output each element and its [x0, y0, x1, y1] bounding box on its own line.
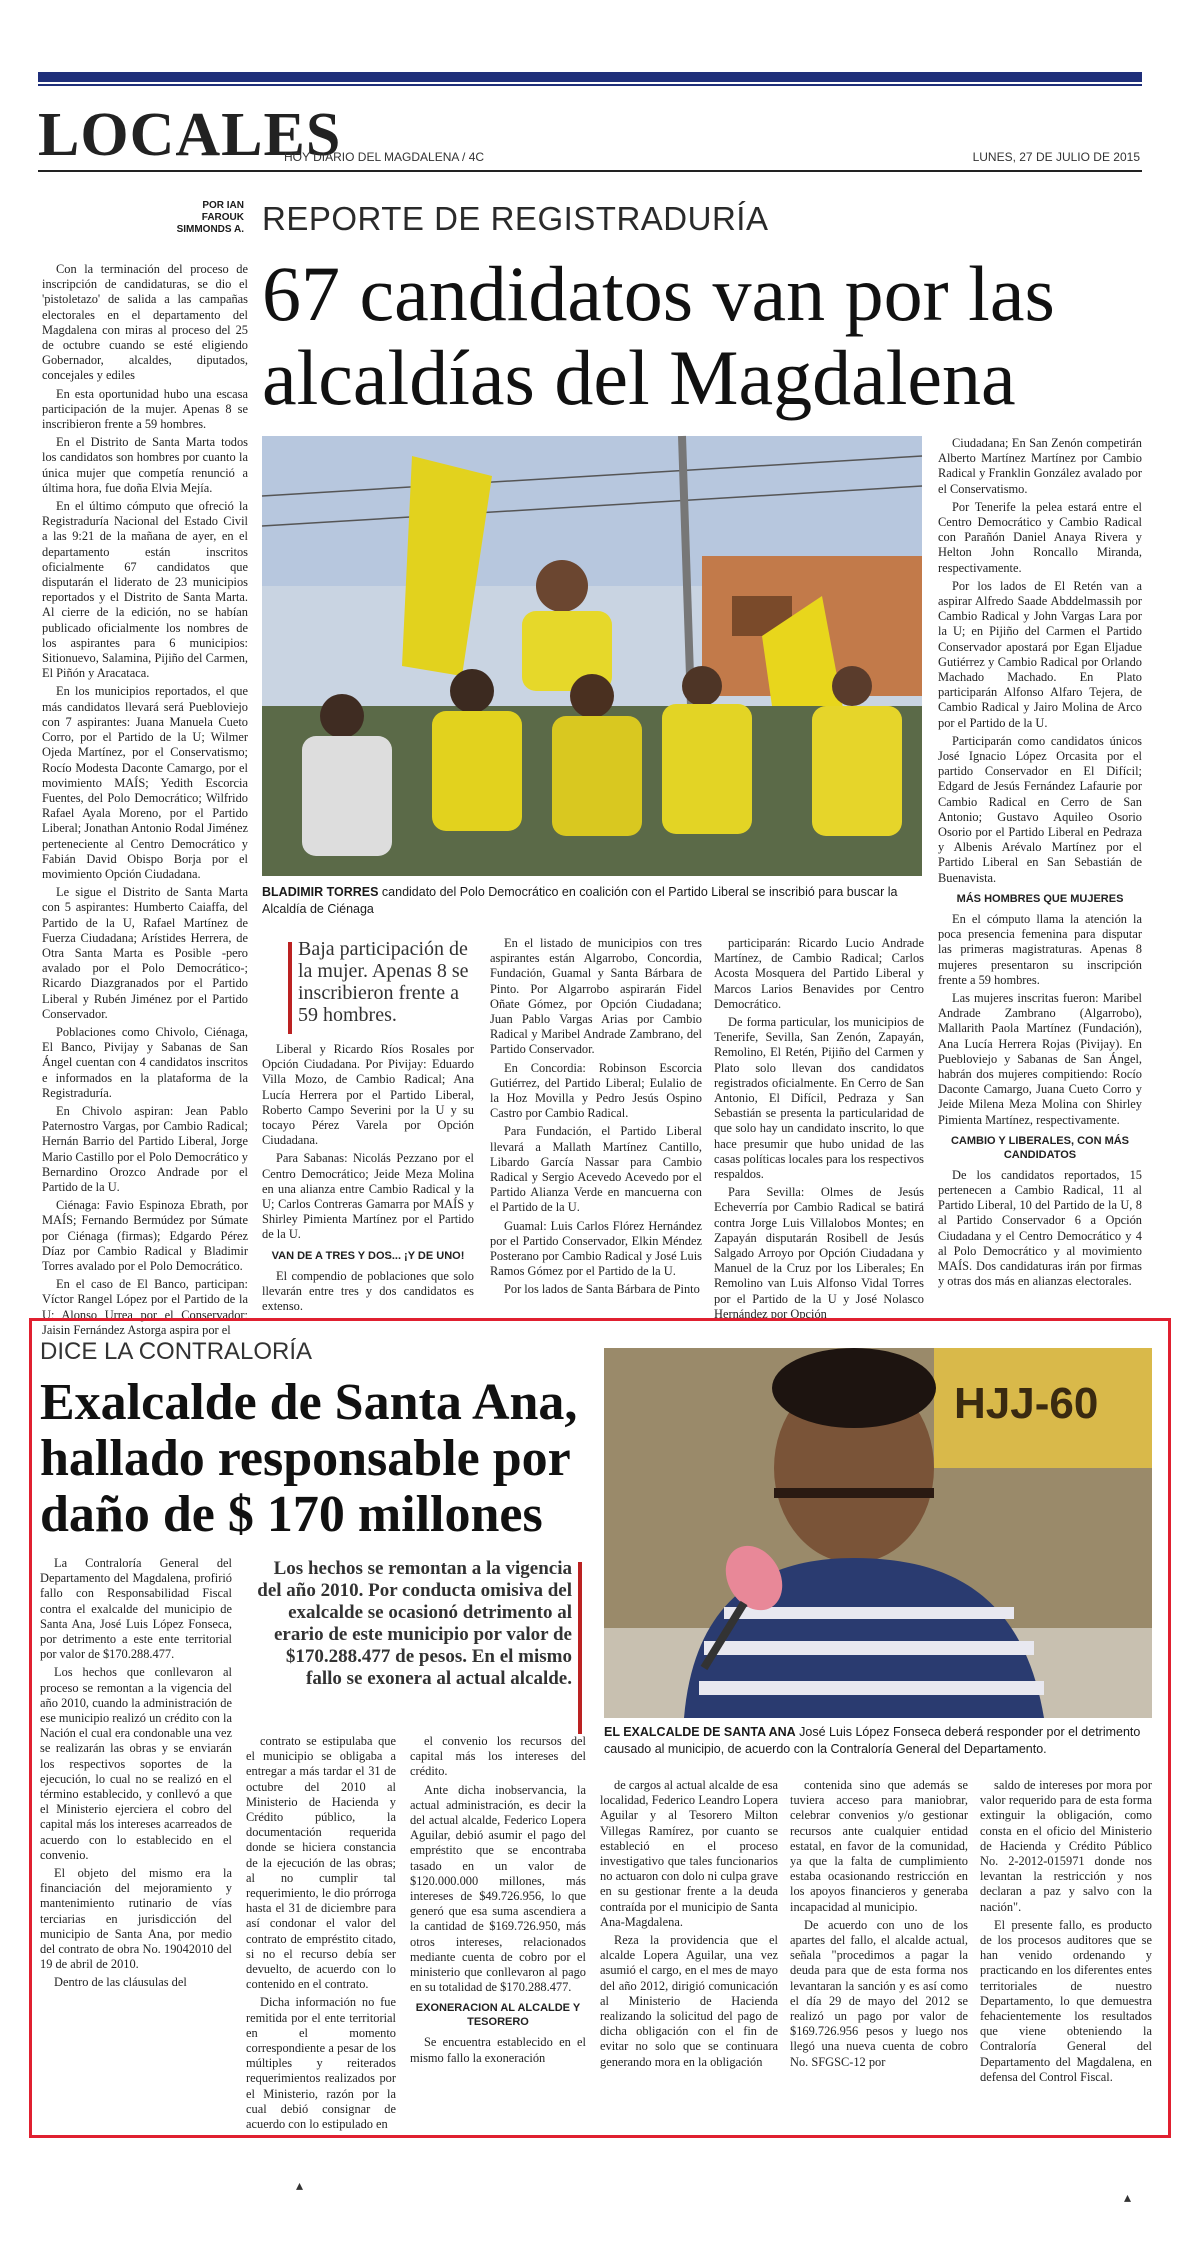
paragraph: Ciudadana; En San Zenón competirán Alberto Martínez Martínez por Cambio Radical y Franklin González avalado por el Conservatismo.: [938, 436, 1142, 496]
story2-column-5: [790, 1778, 968, 2130]
pullquote2-bar: [578, 1562, 582, 1734]
issue-date: LUNES, 27 DE JULIO DE 2015: [972, 150, 1140, 164]
story2-headline: Exalcalde de Santa Ana, hallado responsable por daño de $ 170 millones: [40, 1374, 578, 1543]
paragraph: En el Distrito de Santa Marta todos los candidatos son hombres por cuanto la única mujer que competía renunció a última hora, fue doña Elvia Mejía.: [42, 435, 248, 495]
story2-kicker: DICE LA CONTRALORÍA: [40, 1338, 313, 1365]
paragraph: Ante dicha inobservancia, la actual administración, es decir la del actual alcalde, Federico Lopera Aguilar, debió asumir el pago del empréstito que se encontraba tasado en un valor de $120.000.000 millones, más intereses de $49.726.956, lo que generó que esa suma ascendiera a la cantidad de $169.726.950, más otros intereses, relacionados mediante cuenta de cobro por el ministerio que conllevaron al pago en su totalidad de $170.288.477.: [410, 1782, 586, 1995]
crop-mark-right: ▴: [1124, 2190, 1132, 2206]
paragraph: Para Fundación, el Partido Liberal llevará a Mallath Martínez Cantillo, Libardo García Nassar para Cambio Radical y Sergio Acevedo Acevedo por el Partido Alianza Verde en mancuerna con el Partido de la U.: [490, 1124, 702, 1215]
paragraph: saldo de intereses por mora por valor requerido para de esta forma extinguir la obligación, como consta en el oficio del Ministerio de Hacienda y Crédito Público No. 2-2012-015971 donde nos levantan la restricción y nos declaran a paz y salvo con la nación".: [980, 1778, 1152, 1914]
story1-pullquote: [298, 938, 470, 1026]
paragraph: Por los lados de El Retén van a aspirar Alfredo Saade Abddelmassih por Cambio Radical y John Vargas Lara por la U; en Pijiño del Carmen el Partido Conservador apostará por Egan Eljadue Gutiérrez y Cambio Radical por Orlando Machado Machado. En Plato participarán Alfonso Alfaro Tejera, de Cambio Radical y Jairo Molina de Arco por el Partido de la U.: [938, 578, 1142, 730]
story2-column-1: [40, 1556, 232, 2130]
story1-photo: [262, 436, 922, 876]
caption2-text: José Luis López Fonseca deberá responder por el detrimento causado al municipio, de acuerdo con la Contraloría General del Departamento.: [604, 1725, 1141, 1756]
story2-column-6: [980, 1778, 1152, 2130]
story2-pullquote: [246, 1558, 572, 1690]
paragraph: contrato se estipulaba que el municipio se obligaba a entregar a más tardar el 31 de octubre del 2010 al Ministerio de Hacienda y Crédito público, la documentación requerida donde se hiciera constancia de la ejecución de las obras; al no cumplir tal requerimiento, le dio prórroga hasta el 31 de diciembre para así condonar el valor del contrato de empréstito citado, si no el recurso debía ser devuelto, de acuerdo con lo contenido en el contrato.: [246, 1734, 396, 1992]
paragraph: contenida sino que además se tuviera acceso para maniobrar, celebrar convenios y/o gestionar recursos ante cualquier entidad estatal, en favor de la comunidad, ya que la falta de cumplimiento estaba ocasionando restricción en los apoyos financieros y generaba incapacidad al municipio.: [790, 1778, 968, 1914]
caption-name: BLADIMIR TORRES: [262, 885, 379, 899]
former-mayor-photo: [604, 1348, 1152, 1718]
paragraph: Las mujeres inscritas fueron: Maribel Andrade Zambrano (Algarrobo), Mallarith Paola Martínez (Fundación), Ana Lucía Herrera Rojas (Pivijay). En Puebloviejo y Sabanas de San Ángel, habrán dos mujeres compitiendo: Rocío Daconte Camargo, Juana Cueto Corro y Jeide Milena Meza Molina con Shirley Pimienta Martínez, respectivamente.: [938, 990, 1142, 1127]
story2-photo: [604, 1348, 1152, 1718]
byline: POR IAN FAROUK SIMMONDS A.: [176, 200, 244, 235]
paragraph: Liberal y Ricardo Ríos Rosales por Opción Ciudadana. Por Pivijay: Eduardo Villa Mozo, de Cambio Radical; Ana Lucía Herrera por el Partido Liberal, Roberto Campo Severini por la U y su tocayo Pérez Varela por Opción Ciudadana.: [262, 1042, 474, 1148]
story1-column-1: [42, 262, 248, 1337]
story1-column-2: [262, 1042, 474, 1317]
paragraph: Por los lados de Santa Bárbara de Pinto: [504, 1282, 700, 1297]
subhead-more-men: MÁS HOMBRES QUE MUJERES: [956, 892, 1124, 905]
paragraph: De acuerdo con uno de los apartes del fallo, el alcalde actual, señala "procedimos a pagar la deuda para que de esta forma nos levantaran la sanción y es así como el día 29 de mayo del 2012 se realizó un pago por valor de $169.726.956 pesos y luego nos llegó una nueva cuenta de cobro No. SFGSC-12 por: [790, 1917, 968, 2069]
paragraph: En el caso de El Banco, participan: Víctor Rangel López por el Partido de la U; Alonso Urrea por el Conservador; Jaisin Fernández Astorga aspira por el: [42, 1277, 248, 1337]
story1-column-5-mid: [938, 912, 1142, 1128]
story1-column-3: [490, 936, 702, 1297]
paragraph: Poblaciones como Chivolo, Ciénaga, El Banco, Pivijay y Sabanas de San Ángel cuentan con 4 candidatos inscritos e informados en la plataforma de la Registraduría.: [42, 1024, 248, 1100]
paragraph: En el último cómputo que ofreció la Registraduría Nacional del Estado Civil a las 9:21 de la mañana de ayer, en el departamento están inscritos oficialmente 67 candidatos que disputarán el liderato de 23 municipios reportados y el Distrito de Santa Marta. Al cierre de la edición, no se habían publicado oficialmente los nombres de los aspirantes para 6 municipios: Sitionuevo, Salamina, Pijiño del Carmen, El Piñón y Aracataca.: [42, 499, 248, 681]
paragraph: Le sigue el Distrito de Santa Marta con 5 aspirantes: Humberto Caiaffa, del Partido de la U, Rafael Martínez de Fuerza Ciudadana; Arístides Herrera, de Otra Santa Marta es Posible -pero avalado por el Polo Democrático-; Ricardo Diazgranados por el Partido Liberal y Rubén Jiménez por el Partido Conservador.: [42, 885, 248, 1021]
photo-sign-text: HJJ-60: [954, 1379, 1099, 1428]
story2-subhead: EXONERACION AL ALCALDE Y TESORERO: [415, 2002, 581, 2029]
paragraph: En el listado de municipios con tres aspirantes están Algarrobo, Concordia, Fundación, Guamal y Santa Bárbara de Pinto. Por Algarrobo aspirarán Fidel Oñate Gómez, por Opción Ciudadana; Juan Pablo Vargas Arias por Cambio Radical y Maribel Andrade Zambrano, del Partido Conservador.: [490, 936, 702, 1057]
masthead-rule: [38, 170, 1142, 172]
caption-text: candidato del Polo Democrático en coalición con el Partido Liberal se inscribió para buscar la Alcaldía de Ciénaga: [262, 885, 898, 916]
story1-column-5-end: [938, 1168, 1142, 1290]
section-title: LOCALES: [38, 101, 342, 169]
story1-column-2-bottom: [262, 1269, 474, 1315]
paper-info: HOY DIARIO DEL MAGDALENA / 4C: [284, 150, 485, 164]
paragraph: Los hechos que conllevaron al proceso se remontan a la vigencia del año 2010, cuando la administración de ese municipio realizó un crédito con la Nación el cual era condonable una vez se realizarán las obras y se enviarán los respectivos soportes de la ejecución, lo cual no se realizó en el término establecido, y conllevó a que el Ministerio ejerciera el cobro del capital más los intereses acarreados de acuerdo con lo establecido en el convenio.: [40, 1665, 232, 1862]
story2-column-3-top: [410, 1734, 586, 1995]
paragraph: de cargos al actual alcalde de esa localidad, Federico Leandro Lopera Aguilar y al Tesorero Milton Villegas Ramírez, por cuanto se estableció en el proceso investigativo que tales funcionarios no actuaron con dolo ni culpa grave en su gestionar frente a la deuda contraída por el municipio de Santa Ana-Magdalena.: [600, 1778, 778, 1929]
paragraph: De los candidatos reportados, 15 pertenecen a Cambio Radical, 11 al Partido Liberal, 10 del Partido de la U, 8 al Partido Conservador 6 a Opción Ciudadana y el Centro Democrático y 4 al Polo Democrático y al movimiento MAÍS. Dos candidaturas irán por firmas y otras dos más en alianzas electorales.: [938, 1167, 1142, 1289]
pullquote-bar: [288, 942, 292, 1034]
paragraph: el convenio los recursos del capital más los intereses del crédito.: [410, 1734, 586, 1779]
caption2-name: EL EXALCALDE DE SANTA ANA: [604, 1725, 796, 1739]
paragraph: El presente fallo, es producto de los procesos auditores que se han venido ordenando y practicando en los diferentes entes territoriales de nuestro Departamento, lo que demuestra fehacientemente los resultados que viene obteniendo la Contraloría General del Departamento del Magdalena, en defensa del Control Fiscal.: [980, 1917, 1152, 2084]
paragraph: Para Sabanas: Nicolás Pezzano por el Centro Democrático; Jeide Meza Molina en una alianza entre Cambio Radical y la U; Carlos Contreras Gamarra por MAÍS y Shirley Pimienta Martínez por el Partido de la U.: [262, 1151, 474, 1242]
story1-column-2-top: [262, 1042, 474, 1243]
story2-column-3: [410, 1734, 586, 2130]
paragraph: Con la terminación del proceso de inscripción de candidaturas, se dio el 'pistoletazo' de salida a las campañas electorales en el departamento del Magdalena con miras al proceso del 25 de octubre cuando se esté eligiendo Gobernador, alcaldes, diputados, concejales y ediles: [42, 262, 248, 383]
paragraph: Participarán como candidatos únicos José Ignacio López Orcasita por el partido Conservador en El Difícil; Edgard de Jesús Fernández Lafaurie por Cambio Radical en Cerro de San Antonio; Gustavo Aquileo Osorio Osorio por el Partido Liberal en Pedraza y Albenis Arévalo Martínez por el Partido Liberal en San Sebastián de Buenavista.: [938, 733, 1142, 885]
paragraph: El compendio de poblaciones que solo llevarán entre tres y dos candidatos es extenso.: [262, 1268, 474, 1314]
crop-mark-left: ▴: [296, 2178, 304, 2194]
story2-column-4: [600, 1778, 778, 2130]
paragraph: Para Sevilla: Olmes de Jesús Echeverría por Cambio Radical se batirá contra Jorge Luis Villalobos Montes; en Zapayán disputarán Rosibell de Jesús Salgado Arroyo por Opción Ciudadana y Manuel de la Cruz por los Liberales; En Remolino van Luis Alfonso Vidal Torres por el Partido de la U y José Nolasco Hernández por Opción: [714, 1185, 924, 1321]
paragraph: En esta oportunidad hubo una escasa participación de la mujer. Apenas 8 se inscribieron frente a 59 hombres.: [42, 386, 248, 432]
paragraph: Dentro de las cláusulas del: [54, 1975, 187, 1990]
subhead-parties: CAMBIO Y LIBERALES, CON MÁS CANDIDATOS: [950, 1134, 1130, 1161]
paragraph: En Chivolo aspiran: Jean Pablo Paternostro Vargas, por Cambio Radical; Hernán Barrio del Partido Liberal, Jorge Mario Castillo por el Polo Democrático y Bernardino Orozco Andrade por el Partido de la U.: [42, 1103, 248, 1194]
story2-caption: [604, 1724, 1152, 1758]
paragraph: Ciénaga: Favio Espinoza Ebrath, por MAÍS; Fernando Bermúdez por Súmate por Ciénaga (firmas); Edgardo Pérez Díaz por Cambio Radical y Bladimir Torres avalado por el Polo Democrático.: [42, 1198, 248, 1273]
candidate-rally-photo: [262, 436, 922, 876]
story2-column-3-bottom: [410, 2035, 586, 2065]
story1-subhead: VAN DE A TRES Y DOS... ¡Y DE UNO!: [271, 1249, 465, 1262]
paragraph: participarán: Ricardo Lucio Andrade Martínez, de Cambio Radical; Carlos Acosta Mosquera del Partido Liberal y Marcos Larios Benavides por Centro Democrático.: [714, 936, 924, 1011]
paragraph: Se encuentra establecido en el mismo fallo la exoneración: [410, 2035, 586, 2065]
paragraph: Reza la providencia que el alcalde Lopera Aguilar, una vez asumió el cargo, en el mes de mayo del año 2012, dirigió comunicación al Ministerio de Hacienda realizando la solicitud del pago de dicha obligación con el fin de evitar no solo que se continuara generando mora en la obligación: [600, 1933, 778, 2069]
masthead-bar: [38, 72, 1142, 82]
paragraph: En los municipios reportados, el que más candidatos llevará será Puebloviejo con 7 aspirantes: Juana Manuela Cueto Corro, por el Partido de la U; Wilmer Ojeda Martínez, por el Conservatismo; Rocío Modesta Daconte Camargo, por el movimiento MAÍS; Yedith Escorcia Fuentes, del Polo Democrático; Wilfrido Rafael Ayala Moreno, por el Partido Liberal; Jonathan Antonio Rodal Jiménez perteneciente al Centro Democrático y Fabián David Obispo Borja por el movimiento Opción Ciudadana.: [42, 684, 248, 881]
paragraph: En el cómputo llama la atención la poca presencia femenina para disputar las primeras magistraturas. Apenas 8 mujeres presentaron su inscripción frente a 59 hombres.: [938, 911, 1142, 987]
paragraph: De forma particular, los municipios de Tenerife, Sevilla, San Zenón, Zapayán, Remolino, El Retén, Pijiño del Carmen y Plato solo llevan dos candidatos registrados oficialmente. En Cerro de San Antonio, El Difícil, Pedraza y San Sebastián se presenta la particularidad de que solo hay un candidato inscrito, lo que hace presumir que hubo unidad de las casas políticas locales para los respectivos respaldos.: [714, 1015, 924, 1182]
story1-headline: 67 candidatos van por las alcaldías del Magdalena: [262, 250, 1055, 421]
paragraph: El objeto del mismo era la financiación del mejoramiento y mantenimiento rutinario de vías terciarias en jurisdicción del municipio de Santa Ana, por medio del contrato de obra No. 19042010 del 19 de abril de 2010.: [40, 1866, 232, 1972]
story1-column-5-top: [938, 436, 1142, 886]
story1-column-4: [714, 936, 924, 1321]
paragraph: En Concordia: Robinson Escorcia Gutiérrez, del Partido Liberal; Eulalio de la Hoz Movilla y Pedro Jesús Ospino Castro por Cambio Radical.: [490, 1060, 702, 1121]
story1-column-5: [938, 436, 1142, 1296]
paragraph: Guamal: Luis Carlos Flórez Hernández por el Partido Conservador, Elkin Méndez Posterano por Cambio Radical y José Luis Ramos Gómez por el Partido de la U.: [490, 1218, 702, 1279]
paragraph: Dicha información no fue remitida por el ente territorial en el momento correspondiente a pesar de los múltiples y reiterados requerimientos realizados por el Ministerio, razón por la cual debió consignar de acuerdo con lo estipulado en: [246, 1995, 396, 2132]
pullquote2-text: Los hechos se remontan a la vigencia del año 2010. Por conducta omisiva del exalcalde se ocasionó detrimento al erario de este municipio por valor de $170.288.477 de pesos. En el mismo fallo se exonera al actual alcalde.: [257, 1558, 572, 1689]
paragraph: La Contraloría General del Departamento del Magdalena, profirió fallo con Responsabilidad Fiscal contra el exalcalde del municipio de Santa Ana, José Luis López Fonseca, por detrimento a este ente territorial por valor de $170.288.477.: [40, 1556, 232, 1662]
masthead-bar-thin: [38, 84, 1142, 86]
story1-kicker: REPORTE DE REGISTRADURÍA: [262, 200, 769, 237]
paragraph: Por Tenerife la pelea estará entre el Centro Democrático y Cambio Radical con Parañón Daniel Anaya Rivera y Helton John Roncallo Miranda, respectivamente.: [938, 499, 1142, 575]
story2-column-2: [246, 1734, 396, 2130]
pullquote-text: Baja participación de la mujer. Apenas 8 se inscribieron frente a 59 hombres.: [298, 938, 469, 1026]
story1-caption: [262, 884, 922, 918]
